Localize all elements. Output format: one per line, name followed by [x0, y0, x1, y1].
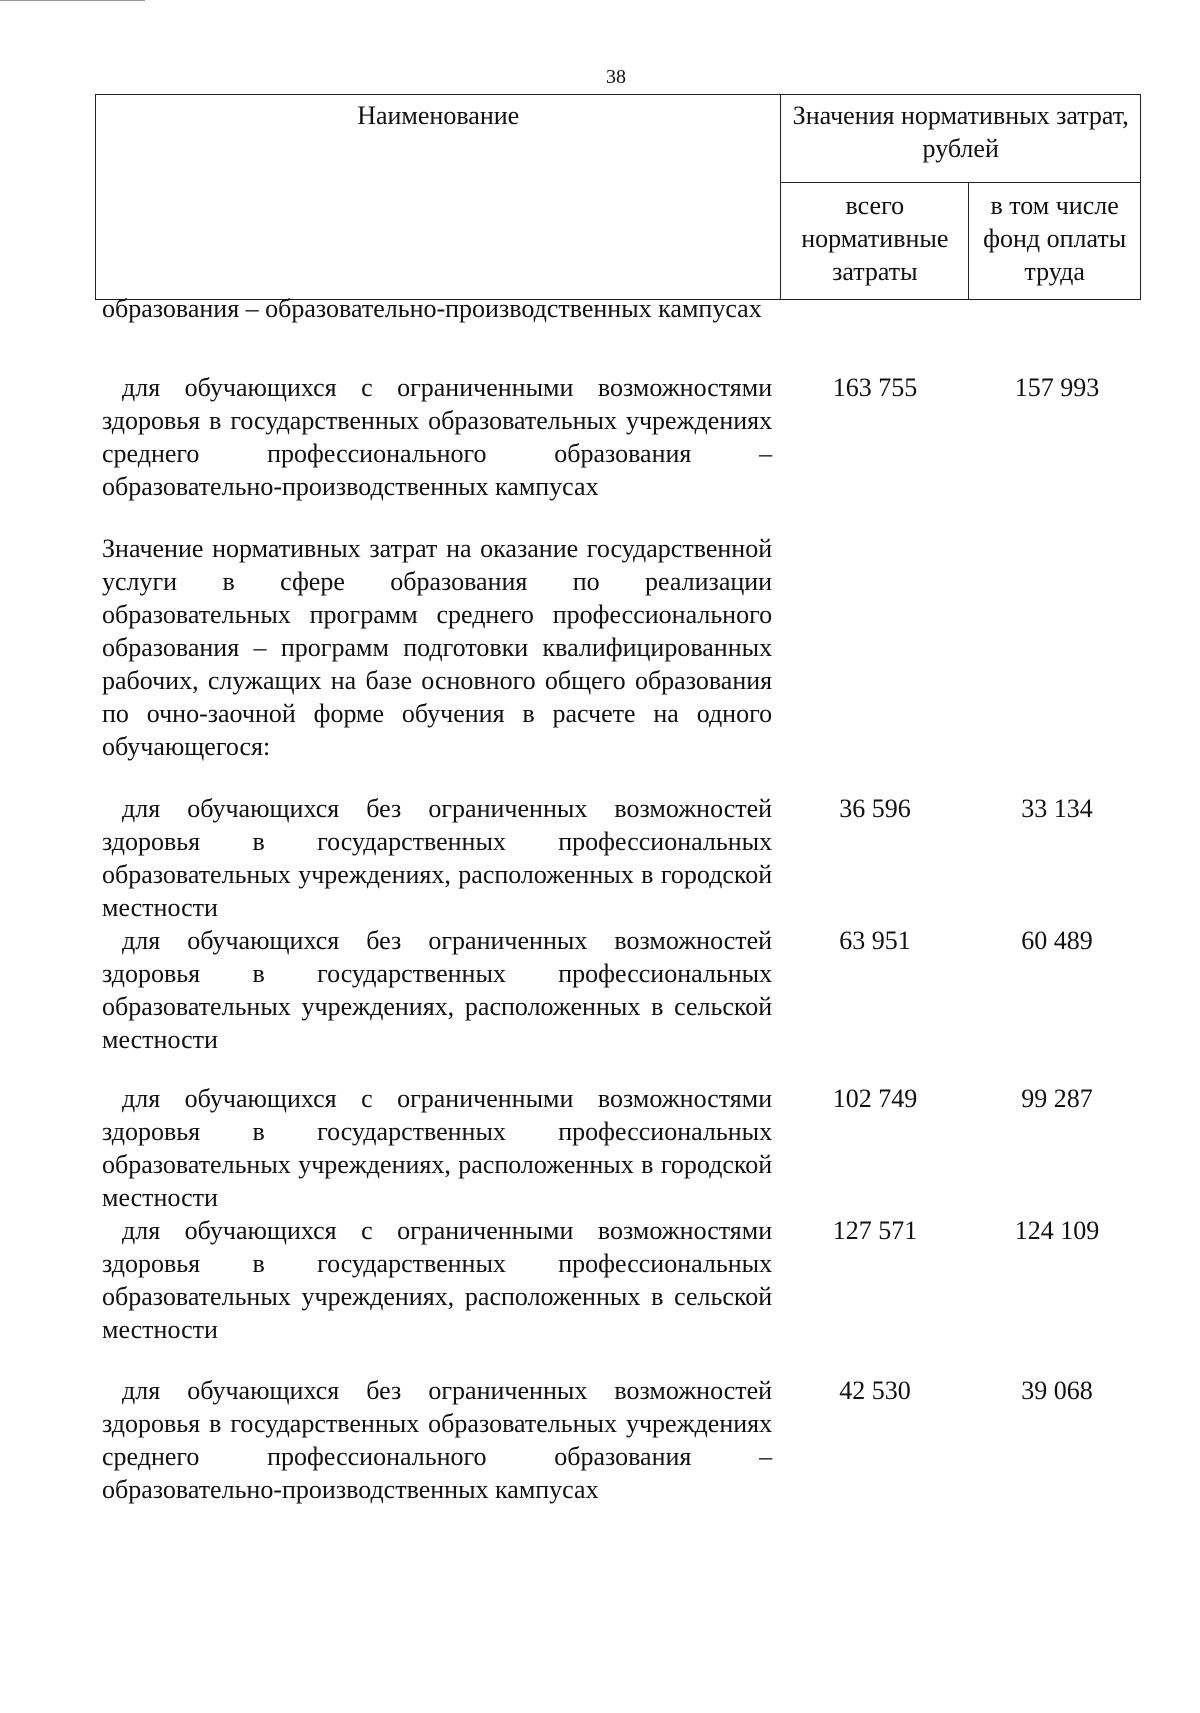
- row-fund: 124 109: [1014, 1216, 1100, 1245]
- row-fund: 60 489: [1021, 926, 1093, 955]
- row-fund: 39 068: [1021, 1376, 1093, 1405]
- row-name: для обучающихся с ограниченными возможностями здоровья в государственных профессиональных образовательных учреждениях, расположенных в городской местности: [102, 1084, 773, 1212]
- table-row: [102, 532, 1142, 763]
- row-total: 163 755: [832, 373, 918, 402]
- table-body: [102, 292, 1142, 1506]
- header-name-cell: [96, 95, 781, 300]
- page-number: 38: [606, 66, 626, 88]
- table-row: [102, 292, 1142, 325]
- header-values-label: Значения нормативных затрат, рублей: [792, 101, 1129, 163]
- row-name: для обучающихся без ограниченных возможностей здоровья в государственных образовательных учреждениях среднего профессионального образования – образовательно-производственных кампусах: [102, 1376, 773, 1504]
- row-total: 102 749: [832, 1084, 918, 1113]
- row-name: Значение нормативных затрат на оказание государственной услуги в сфере образования по реализации образовательных программ среднего профессионального образования – программ подготовки квалифицированных рабочих, служащих на базе основного общего образования по очно-заочной форме обучения в расчете на одного обучающегося:: [102, 534, 773, 761]
- row-name: образования – образовательно-производственных кампусах: [102, 294, 762, 323]
- row-name: для обучающихся с ограниченными возможностями здоровья в государственных образовательных учреждениях среднего профессионального образования – образовательно-производственных кампусах: [102, 373, 773, 501]
- table-row: [102, 1374, 1142, 1506]
- table-row: [102, 792, 1142, 924]
- header-fund-cell: [969, 183, 1141, 300]
- header-name-label: Наименование: [357, 101, 520, 130]
- row-fund: 33 134: [1021, 794, 1093, 823]
- row-total: 36 596: [839, 794, 911, 823]
- header-values-group: [781, 95, 1141, 183]
- row-total: 42 530: [839, 1376, 911, 1405]
- row-fund: 157 993: [1014, 373, 1100, 402]
- row-total: 127 571: [832, 1216, 918, 1245]
- row-name: для обучающихся без ограниченных возможностей здоровья в государственных профессиональных образовательных учреждениях, расположенных в городской местности: [102, 794, 773, 922]
- header-fund-label: в том числе фонд оплаты труда: [983, 191, 1127, 286]
- header-total-label: всего нормативные затраты: [801, 191, 949, 286]
- table-row: [102, 1214, 1142, 1346]
- row-total: 63 951: [839, 926, 911, 955]
- scan-noise: [480, 14, 720, 36]
- row-fund: 99 287: [1021, 1084, 1093, 1113]
- scan-border-line: [0, 0, 145, 1]
- header-total-cell: [781, 183, 969, 300]
- table-row: [102, 1082, 1142, 1214]
- table-header: [95, 94, 1141, 300]
- table-row: [102, 371, 1142, 503]
- table-row: [102, 924, 1142, 1056]
- row-name: для обучающихся с ограниченными возможностями здоровья в государственных профессиональных образовательных учреждениях, расположенных в сельской местности: [102, 1216, 773, 1344]
- row-name: для обучающихся без ограниченных возможностей здоровья в государственных профессиональных образовательных учреждениях, расположенных в сельской местности: [102, 926, 773, 1054]
